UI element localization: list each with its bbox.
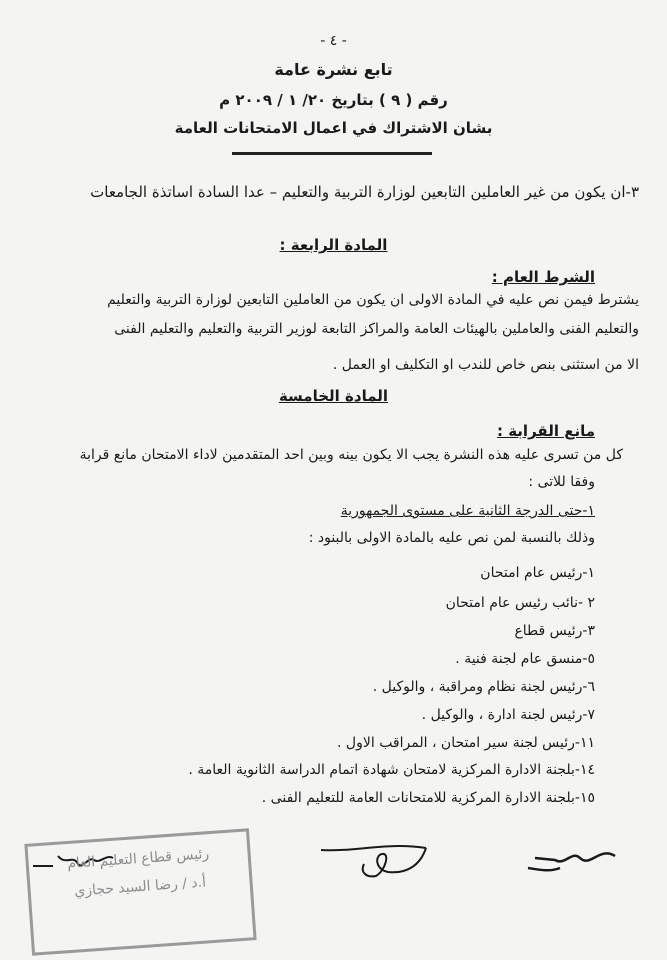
- article-4-subheading: الشرط العام :: [491, 268, 595, 286]
- article-4-heading: المادة الرابعة :: [279, 236, 388, 254]
- list-item: ٧-رئيس لجنة ادارة ، والوكيل .: [421, 707, 595, 723]
- list-item: ٥-منسق عام لجنة فنية .: [455, 651, 595, 667]
- header-rule: [232, 152, 432, 155]
- stamp-line-2: أ.د / رضا السيد حجازي: [73, 874, 207, 900]
- items-intro: وذلك بالنسبة لمن نص عليه بالمادة الاولى بالبنود :: [308, 530, 595, 546]
- list-item: ٢ -نائب رئيس عام امتحان: [445, 595, 595, 611]
- article-4-line-1: يشترط فيمن نص عليه في المادة الاولى ان يكون من العاملين التابعين لوزارة التربية والتعليم: [107, 292, 639, 308]
- signature-right: [520, 838, 620, 878]
- bulletin-number-date: رقم ( ٩ ) بتاريخ ٢٠/ ١ / ٢٠٠٩ م: [219, 91, 448, 109]
- list-item: ٦-رئيس لجنة نظام ومراقبة ، والوكيل .: [372, 679, 595, 695]
- stamp-line-1: رئيس قطاع التعليم العام: [66, 846, 210, 873]
- article-5-line-2: وفقا للاتى :: [528, 474, 595, 490]
- official-stamp: [24, 828, 256, 955]
- list-item: ٣-رئيس قطاع: [514, 623, 595, 639]
- article-4-line-3: الا من استثنى بنص خاص للندب او التكليف او العمل .: [332, 357, 639, 373]
- degree-clause: ١-حتى الدرجة الثانية على مستوى الجمهورية: [340, 503, 595, 519]
- article-5-line-1: كل من تسرى عليه هذه النشرة يجب الا يكون بينه وبين احد المتقدمين لاداء الامتحان مانع قرابة: [79, 447, 623, 463]
- list-item: ١-رئيس عام امتحان: [480, 565, 595, 581]
- list-item: ١٥-بلجنة الادارة المركزية للامتحانات العامة للتعليم الفنى .: [261, 790, 595, 806]
- page-number: - ٤ -: [320, 33, 347, 49]
- article-4-line-2: والتعليم الفنى والعاملين بالهيئات العامة والمراكز التابعة لوزير التربية والتعليم والتعليم الفنى: [114, 321, 639, 337]
- bulletin-subject: بشان الاشتراك في اعمال الامتحانات العامة: [174, 119, 493, 137]
- article-5-subheading: مانع القرابة :: [496, 422, 595, 440]
- list-item: ١٤-بلجنة الادارة المركزية لامتحان شهادة اتمام الدراسة الثانوية العامة .: [188, 762, 595, 778]
- bulletin-title: تابع نشرة عامة: [274, 60, 393, 79]
- signature-center: [316, 836, 436, 886]
- article-5-heading: المادة الخامسة: [278, 387, 389, 405]
- item-3: ٣-ان يكون من غير العاملين التابعين لوزارة التربية والتعليم – عدا السادة اساتذة الجامعات: [90, 183, 639, 201]
- list-item: ١١-رئيس لجنة سير امتحان ، المراقب الاول .: [337, 735, 595, 751]
